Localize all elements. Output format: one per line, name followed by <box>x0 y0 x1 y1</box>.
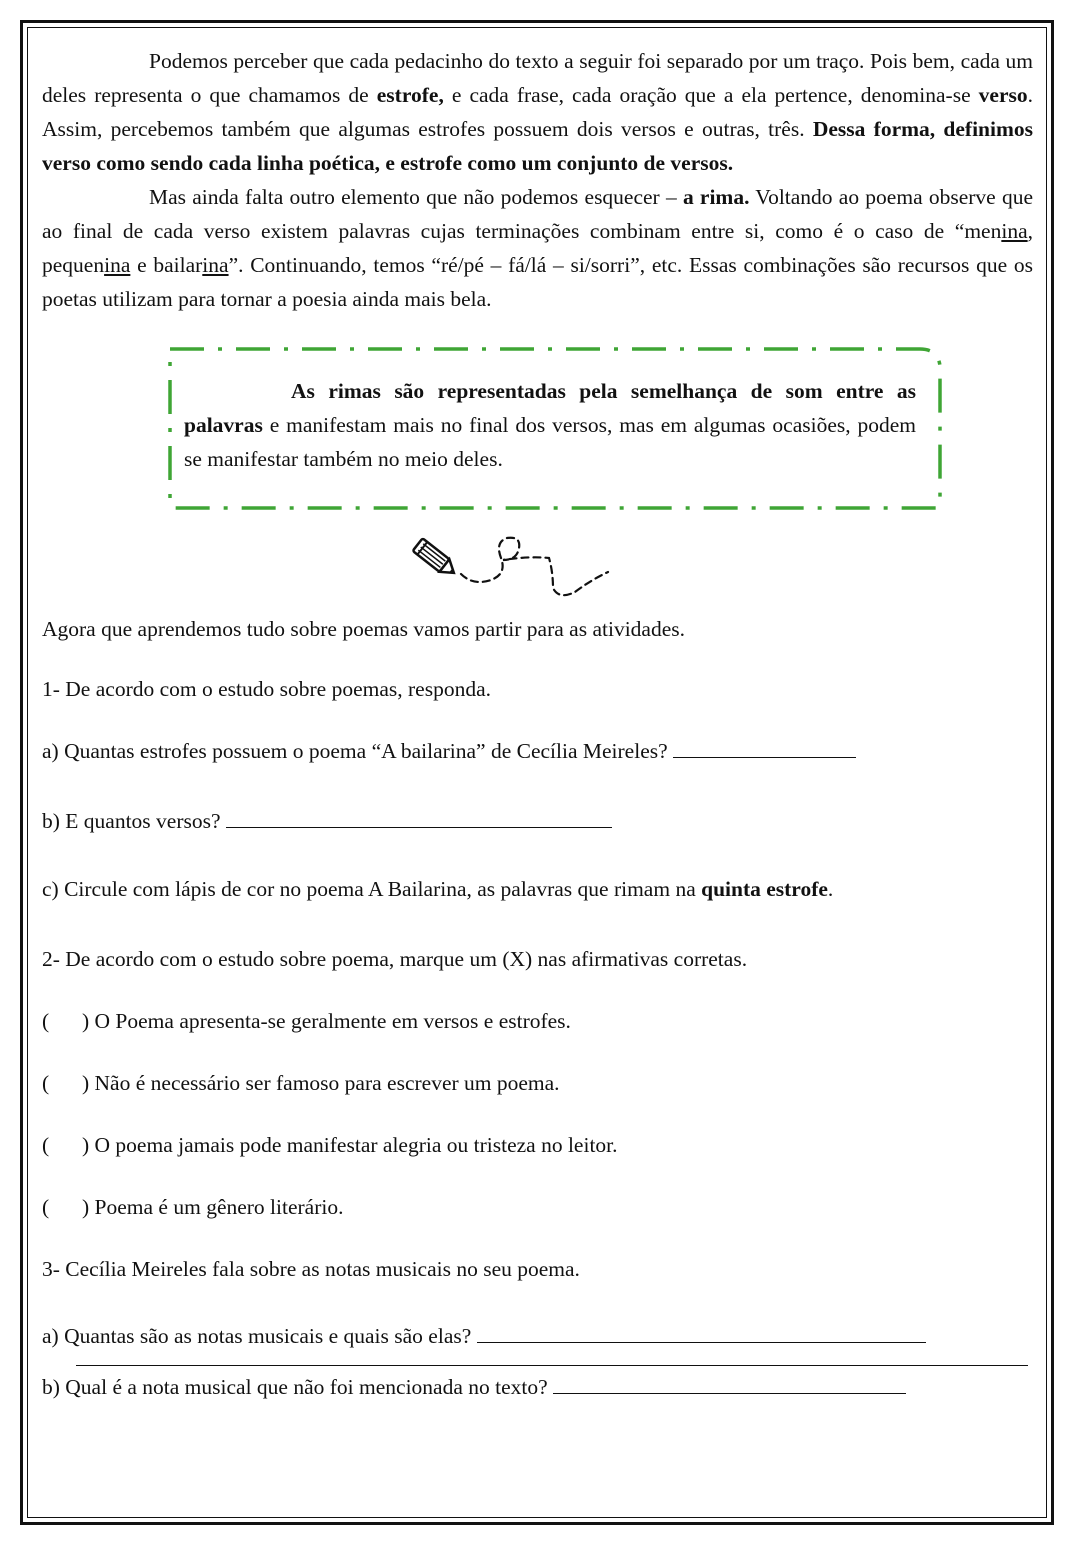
answer-blank-1a[interactable] <box>673 737 856 758</box>
question-1-title: 1- De acordo com o estudo sobre poemas, responda. <box>42 677 491 701</box>
answer-blank-1b[interactable] <box>226 807 612 828</box>
question-2-option: ( ) O poema jamais pode manifestar alegria ou tristeza no leitor. <box>42 1130 1033 1160</box>
question-3b: b) Qual é a nota musical que não foi mencionada no texto? <box>42 1372 1033 1402</box>
question-1b: b) E quantos versos? <box>42 806 1033 836</box>
question-1a: a) Quantas estrofes possuem o poema “A bailarina” de Cecília Meireles? <box>42 736 1033 766</box>
rhyme-note-text: As rimas são representadas pela semelhança de som entre as palavras e manifestam mais no final dos versos, mas em algumas ocasiões, podem se manifestar também no meio deles. <box>184 379 916 471</box>
answer-blank-3a[interactable] <box>477 1322 926 1343</box>
question-1c: c) Circule com lápis de cor no poema A Bailarina, as palavras que rimam na quinta estrofe. <box>42 877 834 901</box>
question-2-title: 2- De acordo com o estudo sobre poema, marque um (X) nas afirmativas corretas. <box>42 947 748 971</box>
term-rima: a rima. <box>682 185 750 209</box>
question-3-title: 3- Cecília Meireles fala sobre as notas musicais no seu poema. <box>42 1257 580 1281</box>
checkbox-paren[interactable]: ( <box>42 1009 50 1033</box>
definition-sentence: Dessa forma, definimos verso como sendo cada linha poética, e estrofe como um conjunto de versos. <box>42 117 1033 175</box>
rhyme-note-box <box>168 344 942 512</box>
checkbox-paren[interactable]: ( <box>42 1133 50 1157</box>
question-3a: a) Quantas são as notas musicais e quais são elas? <box>42 1321 1033 1351</box>
question-2-option: ( ) Poema é um gênero literário. <box>42 1192 1033 1222</box>
checkbox-paren[interactable]: ( <box>42 1071 50 1095</box>
question-2-option: ( ) O Poema apresenta-se geralmente em versos e estrofes. <box>42 1006 1033 1036</box>
answer-blank-3a-line-2[interactable] <box>76 1351 1028 1366</box>
checkbox-paren[interactable]: ( <box>42 1195 50 1219</box>
worksheet-content <box>42 44 1033 1402</box>
term-estrofe: estrofe, <box>376 83 444 107</box>
term-verso: verso <box>978 83 1028 107</box>
question-2-option: ( ) Não é necessário ser famoso para escrever um poema. <box>42 1068 1033 1098</box>
intro-paragraph-2: Mas ainda falta outro elemento que não podemos esquecer – a rima. Voltando ao poema observe que ao final de cada verso existem palavras cujas terminações combinam entre si, como é o caso de “menina, pequenina e bailarina”. Continuando, temos “ré/pé – fá/lá – si/sorri”, etc. Essas combinações são recursos que os poetas utilizam para tornar a poesia ainda mais bela. <box>42 185 1033 311</box>
pencil-icon <box>403 534 618 606</box>
intro-paragraph-1: Podemos perceber que cada pedacinho do texto a seguir foi separado por um traço. Pois bem, cada um deles representa o que chamamos de estrofe, e cada frase, cada oração que a ela pertence, denomina-se verso. Assim, percebemos também que algumas estrofes possuem dois versos e outras, três. Dessa forma, definimos verso como sendo cada linha poética, e estrofe como um conjunto de versos. <box>42 49 1033 175</box>
answer-blank-3b[interactable] <box>553 1373 906 1394</box>
activities-intro: Agora que aprendemos tudo sobre poemas vamos partir para as atividades. <box>42 617 686 641</box>
